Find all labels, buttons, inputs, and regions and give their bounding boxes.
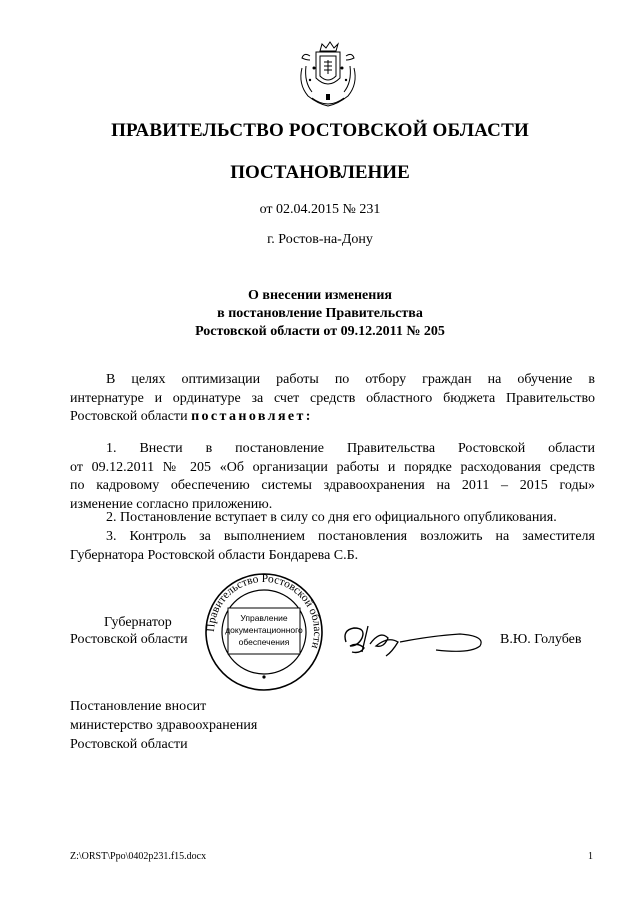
official-stamp (200, 572, 328, 692)
submitted-by-line: Ростовской области (70, 737, 188, 752)
item-1-paragraph (70, 440, 595, 514)
paragraph-line: изменение согласно приложению. (70, 496, 273, 512)
submitted-by-line: Постановление вносит (70, 699, 207, 714)
paragraph-line: Губернатора Ростовской области Бондарева С.Б. (70, 547, 359, 563)
stamp-inner-line: документационного (225, 625, 303, 635)
stamp-inner-line: обеспечения (238, 637, 290, 647)
stamp-star (262, 675, 265, 678)
signatory-name: В.Ю. Голубев (500, 632, 582, 647)
document-city: г. Ростов-на-Дону (267, 232, 373, 247)
page-number: 1 (588, 851, 593, 862)
preamble-text: Ростовской области (70, 409, 192, 424)
file-path: Z:\ORST\Ppo\0402p231.f15.docx (70, 851, 207, 862)
paragraph-line: В целях оптимизации работы по отбору граждан на обучение в (106, 372, 595, 387)
paragraph-line: по кадровому обеспечению системы здравоохранения на 2011 – 2015 годы» (70, 478, 595, 493)
document-date-number: от 02.04.2015 № 231 (259, 202, 381, 217)
document-type-title: ПОСТАНОВЛЕНИЕ (230, 162, 410, 183)
submitted-by-block (70, 697, 257, 754)
stamp-inner-line: Управление (240, 613, 288, 623)
organization-title: ПРАВИТЕЛЬСТВО РОСТОВСКОЙ ОБЛАСТИ (111, 120, 529, 141)
subject-line: Ростовской области от 09.12.2011 № 205 (195, 324, 445, 339)
paragraph-line: от 09.12.2011 № 205 «Об организации работы и порядке расходования средств (70, 459, 595, 475)
stamp-ring-text: Правительство Ростовской области (204, 572, 324, 650)
submitted-by-line: министерство здравоохранения (70, 718, 258, 733)
paragraph-line: интернатуре и ординатуре за счет средств областного бюджета Правительство (70, 390, 595, 406)
item-2-paragraph (70, 509, 595, 528)
coat-of-arms-emblem (296, 38, 360, 110)
signatory-region: Ростовской области (70, 632, 188, 647)
subject-line: О внесении изменения (248, 288, 392, 303)
resolve-word: постановляет: (191, 409, 313, 424)
item-3-paragraph (70, 528, 595, 565)
document-subject (0, 287, 640, 341)
paragraph-line: 3. Контроль за выполнением постановления возложить на заместителя (106, 529, 595, 544)
handwritten-signature (340, 616, 490, 660)
signatory-role: Губернатор (104, 615, 172, 630)
subject-line: в постановление Правительства (217, 306, 423, 321)
preamble-paragraph (70, 371, 595, 427)
paragraph-line (70, 408, 595, 427)
paragraph-line: 2. Постановление вступает в силу со дня его официального опубликования. (106, 510, 557, 525)
paragraph-line: 1. Внести в постановление Правительства Ростовской области (106, 441, 595, 456)
